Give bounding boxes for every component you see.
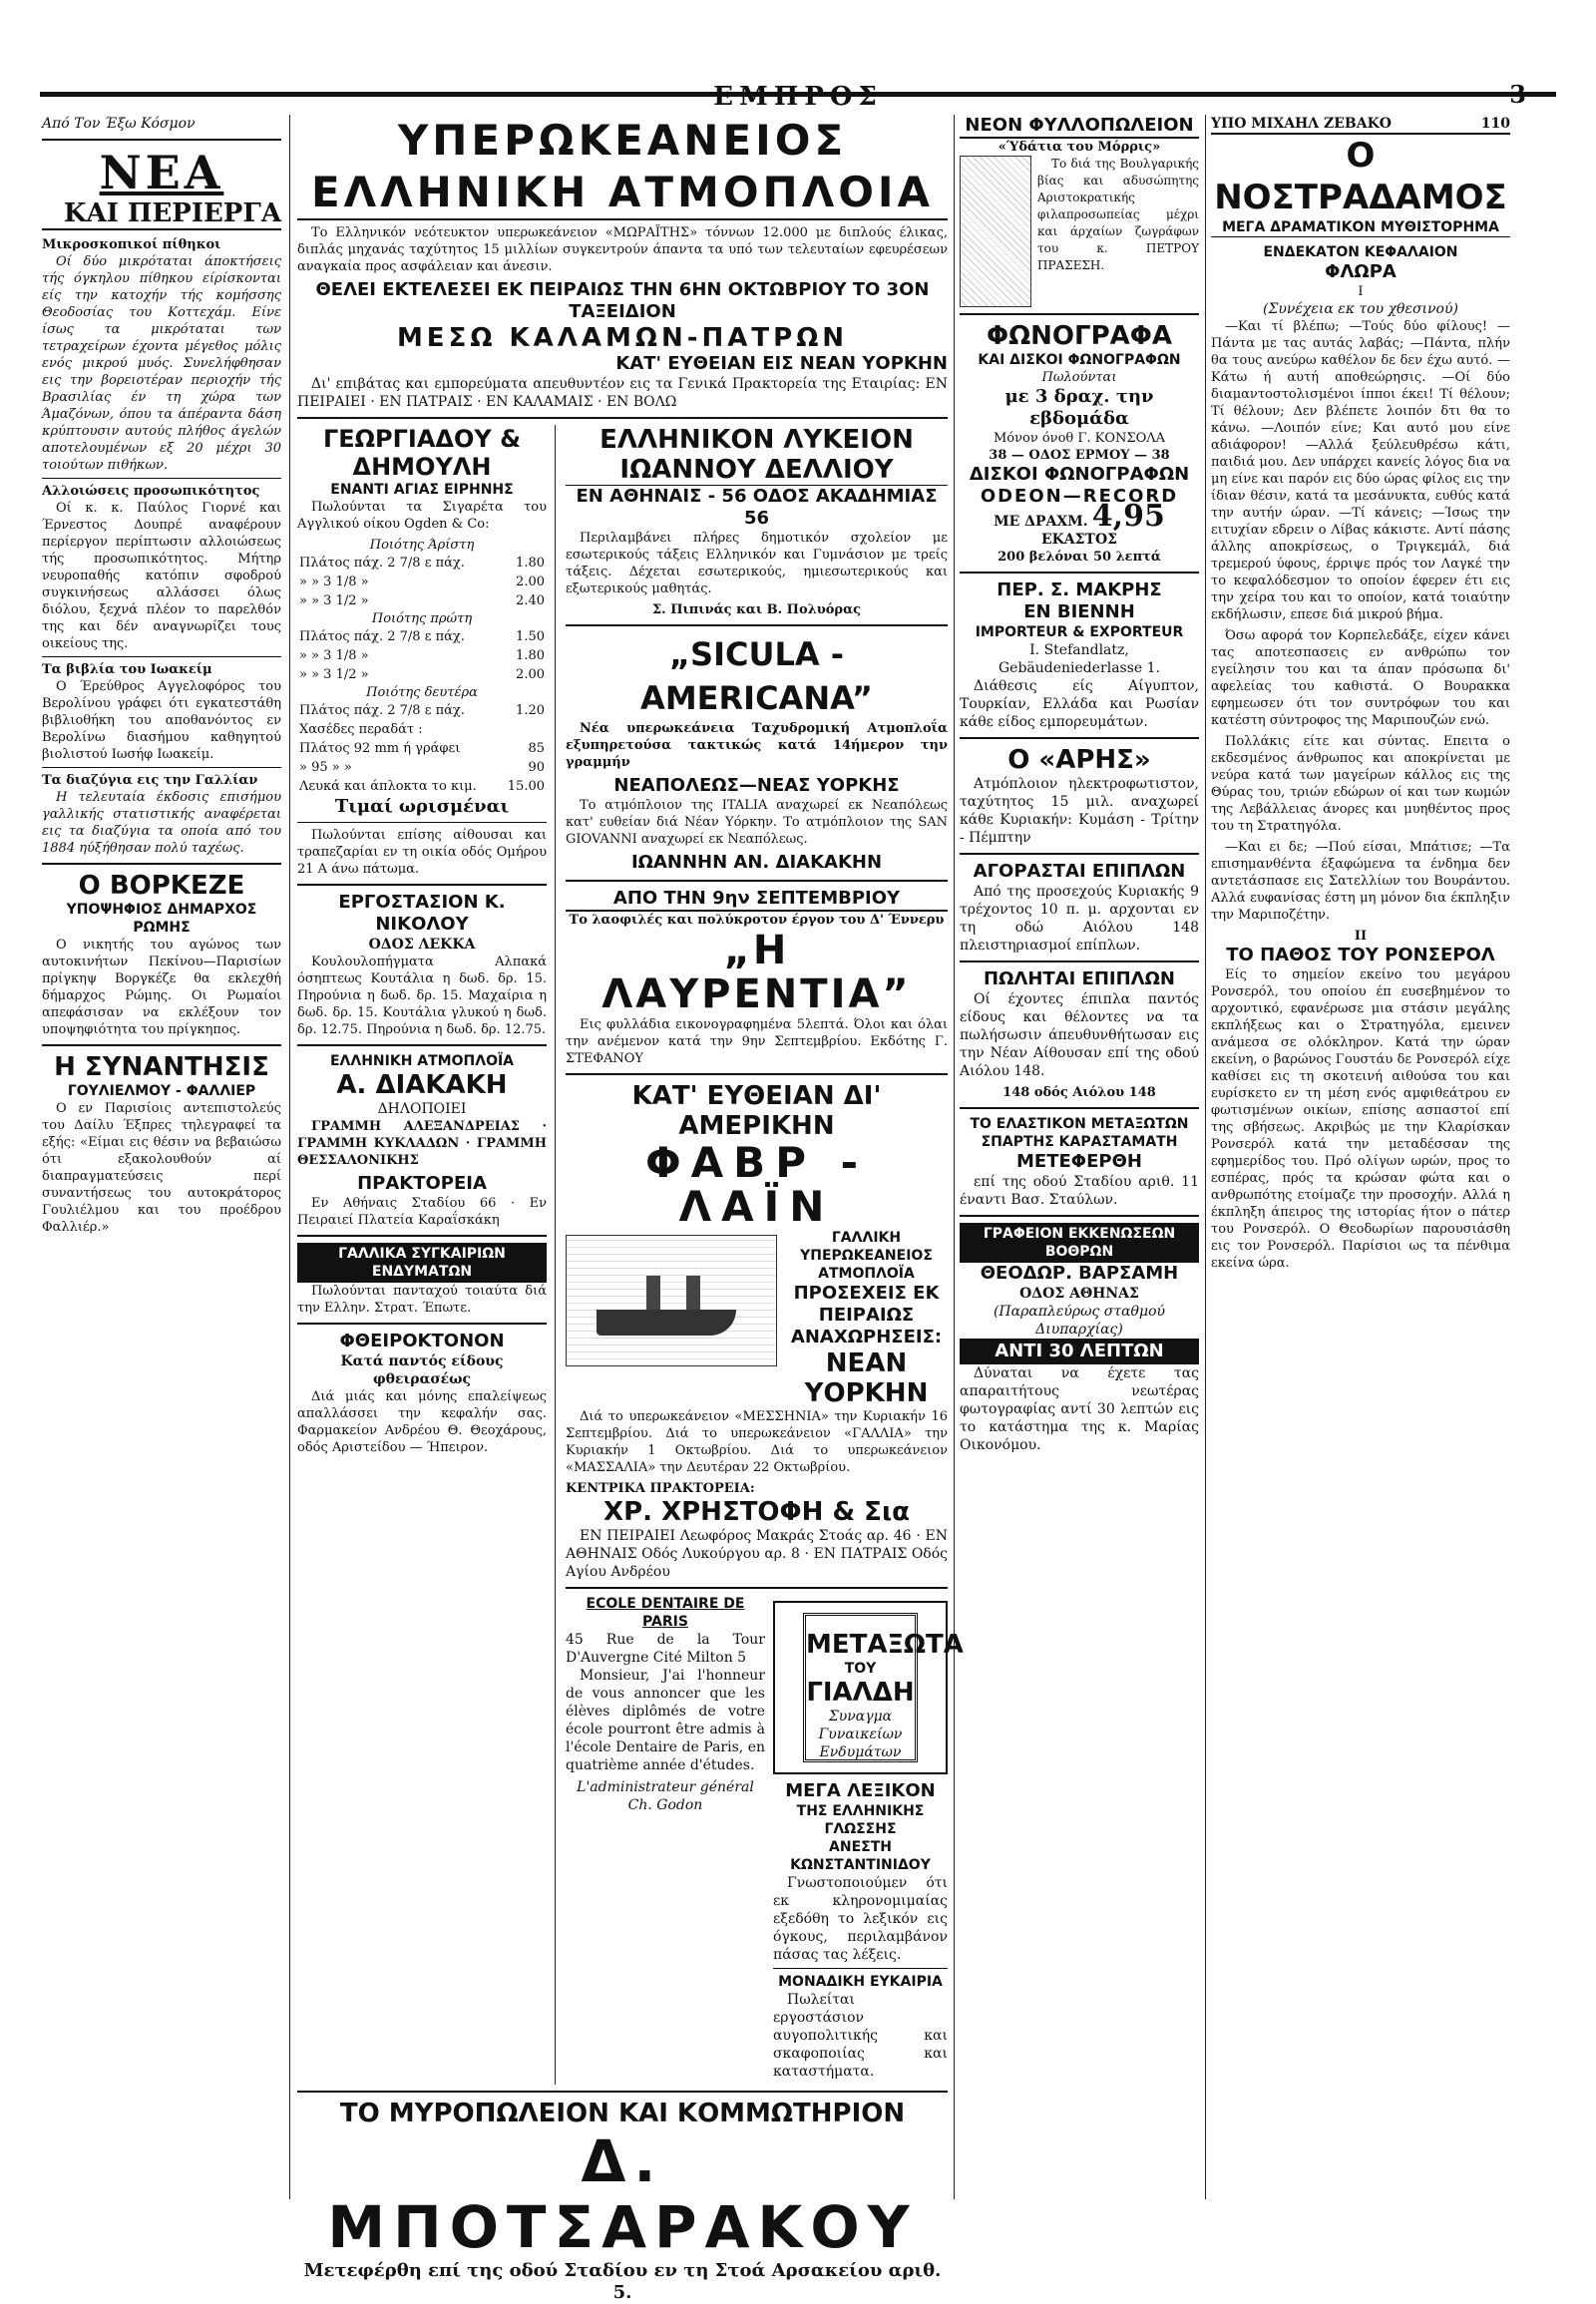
ad-title: ΑΓΟΡΑΣΤΑΙ ΕΠΙΠΛΩΝ [973,861,1186,882]
ad-subtitle: Μετεφέρθη επί της οδού Σταδίου εν τη Στοά Αρσακείου αριθ. 5. [303,2260,942,2303]
ad-title: ΕΡΓΟΣΤΑΣΙΟΝ Κ. ΝΙΚΟΛΟΥ [338,892,506,935]
ad-line: 148 οδός Αιόλου 148 [1002,1085,1156,1100]
chapter-number: Ι [1358,284,1364,299]
price-row [297,591,547,610]
article-text: Ο Έρεύθρος Αγγελοφόρος του Βερολίνου γράφει ότι εγκατεστάθη βιβλιοθήκη του αποθανόντος εν Βερολίνω διασήμου καθηγητού βιολιστού Ιωσήφ Ιωακείμ. [42,679,281,762]
ad-title: ΤΟ ΜΥΡΟΠΩΛΕΙΟΝ ΚΑΙ ΚΟΜΜΩΤΗΡΙΟΝ [339,2099,906,2128]
price-label: Πλάτος πάχ. 2 7/8 ε πάχ. [299,556,465,571]
ad-text: Το διά της Βουλγαρικής βίας και αδυσώπητης Αριστοκρατικής φιλαπροσωπείας μέχρι και άρχαίων ζωγράφων του κ. ΠΕΤΡΟΥ ΠΡΑΣΕΣΗ. [1037,157,1199,272]
ad-line: ΔΙΣΚΟΙ ΦΩΝΟΓΡΑΦΩΝ [969,464,1190,485]
ad-text: Ατμόπλοιον ηλεκτροφωτιστον, ταχύτητος 15 μιλ. αναχωρεί κάθε Κυριακήν: Κυμάση - Τρίτην - Πέμπτην [960,776,1199,846]
ad-subtitle: Συναγμα Γυναικείων Ενδυμάτων [818,1709,903,1760]
ad-text: Από της προσεχούς Κυριακής 9 τρέχοντος 10 π. μ. αρχονται εν τη οδώ Αιόλου 148 πλειστηριασμοί επίπλων. [960,884,1199,954]
ad-line: 200 βελόναι 50 λεπτά [998,550,1161,565]
newspaper-masthead: ΕΜΠΡΟΣ [713,82,883,112]
ad-subtitle: IMPORTEUR & EXPORTEUR [975,624,1184,640]
ad-title: Α. ΔΙΑΚΑΚΗ [336,1070,508,1100]
ad-text: Πωλούνται πανταχού τοιαύτα διά την Ελλην. Στρατ. Έπωτε. [297,1284,547,1316]
price-value: 90 [528,760,545,775]
serial-text: Πολλάκις είτε και σύντας. Επειτα ο εκδεσμένος άνθρωπος και αποκρίνεται με νεύρα κατά των μαγείρων κάλλος εις της Θύρας του, τριών εδώρων οί και των κωμών της Λεβάλλειας άνορες και μυηθέντος προς του τη Στρατηγόλα. [1211,734,1510,834]
article-subtitle: ΓΟΥΛΙΕΛΜΟΥ - ΦΑΛΛΙΕΡ [67,1083,256,1099]
ad-text: Κουλουλοπήγματα Αλπακά όσηπτεως Κουτάλια η δωδ. δρ. 15. Πηρούνια η δωδ. δρ. 15. Μαχαίρια η δωδ. δρ. 15. Κουτάλια γλυκού η δωδ. δρ. 12.75. Πηρούνια η δωδ. δρ. 12.75. [297,955,547,1037]
ad-illustration [960,156,1031,307]
price-label: » » 3 1/2 » [299,593,369,608]
serial-title: Ο ΝΟΣΤΡΑΔΑΜΟΣ [1214,136,1507,217]
price-table [297,701,547,720]
ad-subtitle: ΤΗΣ ΕΛΛΗΝΙΚΗΣ ΓΛΩΣΣΗΣ [796,1803,925,1837]
price-group-label: Ποιότης δευτέρα [366,685,478,700]
column-rule [1205,115,1206,2199]
ship-illustration [566,1235,777,1366]
serial-text: —Και τί βλέπω; —Τούς δύο φίλους! —Πάντα με τας αυτάς λαβάς; —Πάντα, πλήν θα τους ανεύρω καθέλον δε δεν έχω αυτό. —Κάτω ή αυτή αποθεώρησις. —Οί δύο διαμαντοστολισμένοι ίπποι έκει! Τί θέλουν; Τί θέλουν; Δεν βλέπετε λοιπόν δτι θα το κάνω. —Λοιπόν είνε; Και αυτό μου είνε αδιάφορον! —Αλλά ξεύλευθρέσω κάτι, παιδιά μου. Δεν υπάρχει κανείς λόγος δια να μη είνε και παρόν εις δύο ώρας φίλος εις την ίδιαν θέσιν, κατά τα μεσάνυκτα, ευθύς κατά την αυτήν ώραν. —Τί κάνεις; —Ίσως την ειτυχίαν εδρειν ο Λίβας κάκιστε. Αντί πάσης άλλης αποκρίσεως, ο Τριγκεμάλ, διά τρεμερού ύφους, έρριψε πρός τον Λαγκέ την το κεφαλόδεσμον το οποίον έφερεν έτι εις την χείρα του και το οποίον, κατά τοιαύτην εκδήλωσιν, επεσε διά μικρού βήμα. [1211,319,1510,622]
ad-subtitle: ΕΝ ΒΙΕΝΝΗ [1023,601,1135,622]
ad-title: ΓΙΑΛΔΗ [806,1678,915,1708]
ad-title: ΓΑΛΛΙΚΑ ΣΥΓΚΑΙΡΙΩΝ ΕΝΔΥΜΑΤΩΝ [297,1243,547,1283]
price-label: » » 3 1/8 » [299,575,369,589]
article-heading: Μικροσκοπικοί πίθηκοι [42,237,221,252]
price-value: 1.50 [516,629,545,644]
price-row [297,739,547,758]
price-row [297,758,547,777]
price-row [297,701,547,720]
chapter-title: ΤΟ ΠΑΘΟΣ ΤΟΥ ΡΟΝΣΕΡΟΛ [1226,945,1495,965]
ad-subtitle: «Ύδάτια του Μόρρις» [998,140,1161,155]
ad-subtitle: ΕΝΑΝΤΙ ΑΓΙΑΣ ΕΙΡΗΝΗΣ [330,482,514,498]
ad-line: ΕΚΑΣΤΟΣ [1040,532,1118,548]
ad-text: ΕΝ ΠΕΙΡΑΙΕΙ Λεωφόρος Μακράς Στοάς αρ. 46 · ΕΝ ΑΘΗΝΑΙΣ Οδός Λυκούργου αρ. 8 · ΕΝ ΠΑΤΡΑΙΣ Οδός Αγίου Ανδρέου [566,1528,948,1580]
price-value [501,720,547,739]
ad-title: ΝΕΟΝ ΦΥΛΛΟΠΩΛΕΙΟΝ [960,115,1199,139]
page-number: 3 [1509,80,1526,109]
column-serial [1211,115,1510,2199]
continuation-note: (Συνέχεια εκ του χθεσινού) [1263,301,1458,317]
ad-line: Το λαοφιλές και πολύκροτον έργον του Δ' Έννερυ [569,913,945,928]
ad-signature: L'administrateur général Ch. Godon [577,1779,754,1813]
price-value: 1.80 [516,648,545,663]
ad-title: ΑΠΟ ΤΗΝ 9ην ΣΕΠΤΕΜΒΡΙΟΥ [566,888,948,912]
ad-subtitle: ΟΔΟΣ ΑΘΗΝΑΣ [1019,1286,1139,1302]
article-subtitle: ΥΠΟΨΗΦΙΟΣ ΔΗΜΑΡΧΟΣ ΡΩΜΗΣ [66,902,257,936]
ad-price: 4,95 [1091,499,1165,534]
ad-text: Εν Αθήναις Σταδίου 66 · Εν Πειραιεί Πλατεία Καραΐσκάκη [297,1196,547,1228]
ad-subtitle: ΑΝΕΣΤΗ ΚΩΝΣΤΑΝΤΙΝΙΔΟΥ [790,1839,931,1873]
ad-title: ΦΩΝΟΓΡΑΦΑ [986,321,1173,351]
ad-frame [773,1601,964,1774]
price-label: Χασέδες περαδάτ : [299,722,423,737]
ad-title: ΠΕΡ. Σ. ΜΑΚΡΗΣ [997,579,1162,600]
price-row [297,554,547,573]
price-label: Πλάτος πάχ. 2 7/8 ε πάχ. [299,629,465,644]
price-label: » » 3 1/8 » [299,648,369,663]
article-heading: Τα διαζύγια εις την Γαλλίαν [42,773,258,788]
ad-text: Γνωστοποιούμεν ότι εκ κληρονομιμαίας εξεδόθη το λεξικόν εις όγκους, περιλαμβάνον πάσας τας λέξεις. [773,1875,948,1963]
ad-route: ΝΕΑΠΟΛΕΩΣ—ΝΕΑΣ ΥΟΡΚΗΣ [613,775,900,796]
price-group-label: Ποιότης πρώτη [371,611,473,626]
ad-line: ODEON—RECORD [980,486,1179,507]
ad-text: Πωλείται εργοστάσιον αυγοπολιτικής και σκαφοποιίας και καταστήματα. [773,1992,948,2080]
ad-text: Διά μιάς και μόνης επαλείψεως απαλλάσσει την κεφαλήν σας. Φαρμακείον Ανδρέου Θ. Θεοχάρους, οδός Αριστείδου — Ήπειρον. [297,1389,547,1455]
ad-subtitle: ΠΡΟΣΕΧΕΙΣ ΕΚ ΠΕΙΡΑΙΩΣ ΑΝΑΧΩΡΗΣΕΙΣ: [790,1283,943,1347]
ad-line: 38 — ΟΔΟΣ ΕΡΜΟΥ — 38 [989,448,1170,463]
article-text: Οί δύο μικρόταται άποκτήσεις τής όγκηλου πίθηκου είρίσκονται είς την κατοχήν τής κομήσσης Θεοδοσίας του Κοττεχάμ. Είνε ίσως τα μικρόταται των τετραχείρων έχοντα μέγεθος μόλις ενός μικρού μυός. Συνελήφθησαν εις την βορειοτέραν περιοχήν τής Βρασιλίας έν τη χώρα των Άμαζόνων, όπου τα άπέραντα δάση κρύπτουσιν αυτούς πλήθος άγελών αποτελουμένων εξ 20 μέχρι 30 τοιούτων πιθήκων. [42,254,281,473]
ad-title: Ο «ΑΡΗΣ» [1007,745,1151,775]
ad-title: ΕΛΛΗΝΙΚΗ ΑΤΜΟΠΛΟΪΑ [329,1053,515,1069]
price-value: 2.00 [516,575,545,589]
ad-route: ΜΕΣΩ ΚΑΛΑΜΩΝ-ΠΑΤΡΩΝ [396,323,849,353]
ad-line: I. Stefandlatz, Gebäudeniederlasse 1. [998,642,1161,676]
price-label: » 95 » » [299,760,352,775]
ad-title: ΜΕΤΕΦΕΡΘΗ [1016,1151,1142,1172]
article-text: Η τελευταία έκδοσις επισήμου γαλλικής στατιστικής αναφέρεται εις τα διαζύγια τα οποία από του 1884 ηύξήθησαν πολύ ταχέως. [42,790,281,856]
price-value: 1.80 [516,556,545,571]
serial-text: Όσω αφορά τον Κορπελεδάξε, είχεν κάνει τας αποτεσπασεις εν ανθρώπω τον εγείλησιν του και τα άπαν πρόσωπα δι' αφελείας του καθιστά. Ο Βουρακκα εφημεωσεν ότι τον συντρόφων του και κατέστη σύντροφος της Μαριπουζών ενώ. [1211,628,1510,728]
ad-subtitle: ΕΝ ΑΘΗΝΑΙΣ - 56 ΟΔΟΣ ΑΚΑΔΗΜΙΑΣ 56 [576,486,938,529]
ad-text: Το Ελληνικόν νεότευκτον υπερωκεάνειον «ΜΩΡΑΪΤΗΣ» τόννων 12.000 με διπλούς έλικας, διπλάς μηχανάς ταχύτητος 15 μιλλίων συγκεντρούν άπαντα τα υπό των τελευταίων εφευρέσεων αναγκαία προς ασφάλειαν και άνεσιν. [297,225,948,274]
section-title: ΝΕΑ [99,146,224,199]
ad-text: Πωλούνται τα Σιγαρέτα του Αγγλικού οίκου Ogden & Co: [297,500,547,532]
ad-title: ΜΕΓΑ ΛΕΞΙΚΟΝ [785,1780,936,1801]
price-table [297,720,547,796]
section-subtitle: ΚΑΙ ΠΕΡΙΕΡΓΑ [42,198,281,230]
article-heading: Αλλοιώσεις προσωπικότητος [42,484,260,499]
ad-text: Δι' επιβάτας και εμπορεύματα απευθυντέον εις τα Γενικά Πρακτορεία της Εταιρίας: ΕΝ ΠΕΙΡΑΙΕΙ · ΕΝ ΠΑΤΡΑΙΣ · ΕΝ ΚΑΛΑΜΑΙΣ · ΕΝ ΒΟΛΩ [297,376,948,410]
ad-title: ΠΩΛΗΤΑΙ ΕΠΙΠΛΩΝ [984,968,1175,989]
section-kicker: Από Τον Έξω Κόσμον [42,116,196,132]
ad-title: „Η ΛΑΥΡΕΝΤΙΑ” [601,928,912,1017]
ad-text: Εις φυλλάδια εικονογραφημένα 5λεπτά. Όλοι και όλαι την ανέμενον κατά την 9ην Σεπτεμβρίου. Εκδότης Γ. ΣΤΕΦΑΝΟΥ [566,1017,948,1066]
ad-subtitle: ΚΑΙ ΔΙΣΚΟΙ ΦΩΝΟΓΡΑΦΩΝ [978,352,1181,368]
ad-route: ΝΕΑΝ ΥΟΡΚΗΝ [804,1348,929,1408]
ad-title: ΘΕΟΔΩΡ. ΒΑΡΣΑΜΗ [980,1263,1179,1284]
ad-title: ΦΘΕΙΡΟΚΤΟΝΟΝ [339,1331,505,1351]
ad-agent: ΧΡ. ΧΡΗΣΤΟΦΗ & Σια [603,1497,910,1527]
price-row [297,627,547,646]
ad-signature: Σ. Πιπινάς και Β. Πολυόρας [651,602,861,617]
ad-title: ΓΡΑΦΕΙΟΝ ΕΚΚΕΝΩΣΕΩΝ ΒΟΘΡΩΝ [960,1223,1199,1263]
article-text: Ο εν Παρισίοις αντεπιστολεύς του Δαίλυ Έξπρες τηλεγραφεί τα εξής: «Είμαι εις θέσιν να βεβαιώσω ότι εξακολουθούν αί διαπραγματεύσεις περί συναντήσεως του αυτοκράτορος Γουλιέλμου και του προέδρου Φαλλιέρ.» [42,1101,281,1235]
price-row [297,573,547,591]
serial-number: 110 [1480,116,1510,132]
ad-line: Μόνον όνοθ Γ. ΚΟΝΣΟΛΑ [993,431,1166,446]
serial-byline: ΥΠΟ ΜΙΧΑΗΛ ΖΕΒΑΚΟ [1211,116,1392,132]
ad-line: ΚΕΝΤΡΙΚΑ ΠΡΑΚΤΟΡΕΙΑ: [566,1481,755,1496]
shipping-banner: ΥΠΕΡΩΚΕΑΝΕΙΟΣ ΕΛΛΗΝΙΚΗ ΑΤΜΟΠΛΟΙΑ [297,115,948,220]
ad-subtitle: Κατά παντός είδους φθειρασέως [340,1353,504,1387]
column-rule [289,115,290,2199]
ad-text: Διάθεσις είς Αίγυπτον, Τουρκίαν, Ελλάδα και Ρωσίαν κάθε είδος εμπορευμάτων. [960,678,1199,730]
price-row [297,665,547,684]
ad-title: ΜΟΝΑΔΙΚΗ ΕΥΚΑΙΡΙΑ [778,1974,943,1990]
ad-agent: ΙΩΑΝΝΗΝ ΑΝ. ΔΙΑΚΑΚΗΝ [630,852,883,873]
ad-line: με 3 δραχ. την εβδομάδα [1004,386,1154,429]
ad-title: „SICULA - AMERICANA” [640,635,873,717]
ad-text: Διά το υπερωκεάνειον «ΜΕΣΣΗΝΙΑ» την Κυριακήν 16 Σεπτεμβρίου. Διά το υπερωκεάνειον «ΓΑΛΛΙΑ» την Κυριακήν 1 Οκτωβρίου. Διά το υπερωκεάνειον «ΜΑΣΣΑΛΙΑ» την Δευτέραν 22 Οκτωβρίου. [566,1409,948,1475]
article-heading: Τα βιβλία του Ιωακείμ [42,662,212,677]
article-title: Η ΣΥΝΑΝΤΗΣΙΣ [54,1052,269,1082]
price-value: 85 [528,741,545,756]
price-table [297,627,547,684]
ad-text: Οί έχοντες έπιπλα παντός είδους και θέλοντες να τα πωλήσωσιν άπευθυνθήτωσαν εις την Νέαν Αίθουσαν επί της οδού Αιόλου 148. [960,991,1199,1079]
price-value: 15.00 [507,779,545,794]
ad-subtitle: ΓΑΛΛΙΚΗ ΥΠΕΡΩΚΕΑΝΕΙΟΣ ΑΤΜΟΠΛΟΪΑ [800,1230,933,1282]
ad-title: ΜΕΤΑΞΩΤΑ [806,1630,964,1660]
header-rule [40,92,1556,107]
price-row [297,720,547,739]
article-text: Οί κ. κ. Παύλος Γιορνέ και Έρνεστος Δουπρέ αναφέρουν περίεργον περίπτωσιν αλλοιώσεως τής προσωπικότητος. Μήτηρ νευροπαθής κατόπιν σφοδρού συγκινήσεως αλλάσσει όλως διόλου, ξεχνά πλέον το παρελθόν της και δέν αναγνωρίζει τους οικείους της. [42,501,281,651]
ad-title: Δ. ΜΠΟΤΣΑΡΑΚΟΥ [327,2127,918,2261]
price-value: 1.20 [516,703,545,718]
price-table [297,554,547,610]
ad-title: ΕΛΛΗΝΙΚΟΝ ΛΥΚΕΙΟΝ ΙΩΑΝΝΟΥ ΔΕΛΛΙΟΥ [566,425,948,486]
price-label: Πλάτος πάχ. 2 7/8 ε πάχ. [299,703,465,718]
ad-text: Monsieur, J'ai l'honneur de vous annoncer que les élèves diplômés de votre école pourront être admis à l'école Dentaire de Paris, en quatrième année d'études. [566,1668,765,1773]
ad-title: ΤΟ ΕΛΑΣΤΙΚΟΝ ΜΕΤΑΞΩΤΩΝ [970,1116,1189,1132]
price-label: » » 3 1/2 » [299,667,369,682]
article-text: Ο νικητής του αγώνος των αυτοκινήτων Πεκίνου—Παρισίων πρίγκηψ Βοργκέζε θα εκλεχθή δήμαρχος Ρώμης. Οι Ρωμαίοι απεφάσισαν να εκλέξουν τον υποψηφιότητα του πρίγκηπος. [42,938,281,1037]
serial-text: Είς το σημείον εκείνο του μεγάρου Ρονσερόλ, του οποίου έπ ευσεβημένον το αρχοντικό, εφανέρωσε μια στάσιν μεγάλης εκπλήξεως και ο Στρατηγόλα, εμεινεν ανάμεσα σε ολόκληρον. Κατά την ώραν εκείνη, ο βαρώνος Γουστάυ δε Ρονσερόλ είχε καθίσει εις τη σκοτεινή αιθούσα του και ευρίσκετο εν τη μέση ενός αμφιθεάτρου εν φωτισμένων οικίων, επίσης ασπαστοί επί της σβήσεως. Ακριβώς με την Κλαρίσκαν Ρονσερόλ κατά την μεταδέσσαν της εφημερίδος του. Πρό ολίγων ωρών, προς το εσπέρας, πρός τα κρώσαν φώτα και ο ανθρωπότης ετοίμαζε την προσοχήν. Αλλά η έκπληξη άπειρος της ιστορίας ήτον ο πάτερ του Ρονσερόλ. Ο Θεοδωρίων παρουσιάσθη εις τον Ρονσερόλ. Παρίσιοι ως τα πένθιμα εκείνα ώρα. [1211,967,1510,1271]
ad-text: επί της οδού Σταδίου αριθ. 11 έναντι Βασ. Σταύλων. [960,1174,1199,1208]
price-row [297,777,547,796]
ad-subtitle: ΔΗΛΟΠΟΙΕΙ [377,1101,467,1117]
ad-text: Νέα υπερωκεάνεια Ταχυδρομική Ατμοπλοΐα εξυπηρετούσα τακτικώς κατά 14ήμερον την γραμμήν [566,721,948,770]
ad-title: ΑΝΤΙ 30 ΛΕΠΤΩΝ [960,1339,1199,1364]
price-value: 2.40 [516,593,545,608]
serial-subtitle: ΜΕΓΑ ΔΡΑΜΑΤΙΚΟΝ ΜΥΘΙΣΤΟΡΗΜΑ [1211,218,1510,237]
ad-text: Περιλαμβάνει πλήρες δημοτικόν σχολείον με εσωτερικούς τάξεις Ελληνικόν και Γυμνάσιον με τρείς τάξεις. Δέχεται εσωτερικούς, ημιεσωτερικούς και εξωτερικούς μαθητάς. [566,531,948,596]
price-group-label: Ποιότης Άρίστη [369,538,475,553]
ad-title: ΚΑΤ' ΕΥΘΕΙΑΝ ΔΙ' ΑΜΕΡΙΚΗΝ [631,1081,882,1141]
ad-text: Πωλούνται επίσης αίθουσαι και τραπεζαρίαι εν τη οικία οδός Ομήρου 21 Α άνω πάτωμα. [297,828,547,877]
chapter-number: ΙΙ [1354,929,1368,944]
serial-text: —Και ει δε; —Πού είσαι, Μπάτισε; —Τα επισημανθέντα έξαφώμενα τα ένδημα δεν αντετάσπασε εις Σατελλίων του Βουράντου. Αλλά ευφανίσας έστη μη μόνον δια έκπληξιν την Μαριποζέτην. [1211,840,1510,923]
ad-line: ΚΑΤ' ΕΥΘΕΙΑΝ ΕΙΣ ΝΕΑΝ ΥΟΡΚΗΝ [615,353,948,374]
price-row [297,646,547,665]
chapter-title: ΦΛΩΡΑ [1325,261,1396,282]
column-ads [297,115,964,2303]
column-classifieds [960,115,1199,2199]
ad-text: Το ατμόπλοιον της ITALIA αναχωρεί εκ Νεαπόλεως κατ' ευθείαν διά Νέαν Υόρκην. Το ατμόπλοιον της SAN GIOVANNI αναχωρεί εκ Νεαπόλεως. [566,798,948,847]
price-label: Λευκά και άπλοκτα το κιμ. [299,779,477,794]
ad-text: ΓΡΑΜΜΗ ΑΛΕΞΑΝΔΡΕΙΑΣ · ΓΡΑΜΜΗ ΚΥΚΛΑΔΩΝ · ΓΡΑΜΜΗ ΘΕΣΣΑΛΟΝΙΚΗΣ [297,1119,547,1168]
ad-line: Τιμαί ωρισμέναι [334,796,510,817]
ad-subtitle: ΠΡΑΚΤΟΡΕΙΑ [357,1173,487,1194]
ad-title: ΣΠΑΡΤΗΣ ΚΑΡΑΣΤΑΜΑΤΗ [981,1134,1178,1150]
price-label: Πλάτος 92 mm ή γράφει [299,741,461,756]
ad-subtitle: 45 Rue de la Tour D'Auvergne Cité Milton 5 [566,1632,765,1666]
chapter-heading: ΕΝΔΕΚΑΤΟΝ ΚΕΦΑΛΑΙΟΝ [1263,244,1458,260]
ad-line: ΜΕ ΔΡΑΧΜ. [994,514,1088,530]
ad-line: Πωλούνται [1041,370,1117,385]
ad-title: ΓΕΩΡΓΙΑΔΟΥ & ΔΗΜΟΥΛΗ [322,425,522,481]
ad-line: ΘΕΛΕΙ ΕΚΤΕΛΕΣΕΙ ΕΚ ΠΕΙΡΑΙΩΣ ΤΗΝ 6ΗΝ ΟΚΤΩΒΡΙΟΥ ΤΟ 3ΟΝ ΤΑΞΕΙΔΙΟΝ [315,279,930,322]
column-rule [954,115,955,2199]
ad-subtitle: (Παραπλεύρως σταθμού Διυπαρχίας) [993,1304,1166,1338]
ad-subtitle: ΟΔΟΣ ΛΕΚΚΑ [368,937,476,953]
ad-text: Δύναται να έχετε τας απαραιτήτους νεωτέρας φωτογραφίας αντί 30 λεπτών εις το κατάστημα της κ. Μαρίας Οικονόμου. [960,1365,1199,1453]
column-news [42,115,281,2199]
ad-title: ΤΟΥ [844,1661,877,1677]
ad-title: ECOLE DENTAIRE DE PARIS [586,1596,745,1630]
article-title: Ο ΒΟΡΚΕΖΕ [78,871,245,901]
ad-title: ΦΑΒΡ - ΛΑΪΝ [644,1138,869,1231]
price-value: 2.00 [516,667,545,682]
